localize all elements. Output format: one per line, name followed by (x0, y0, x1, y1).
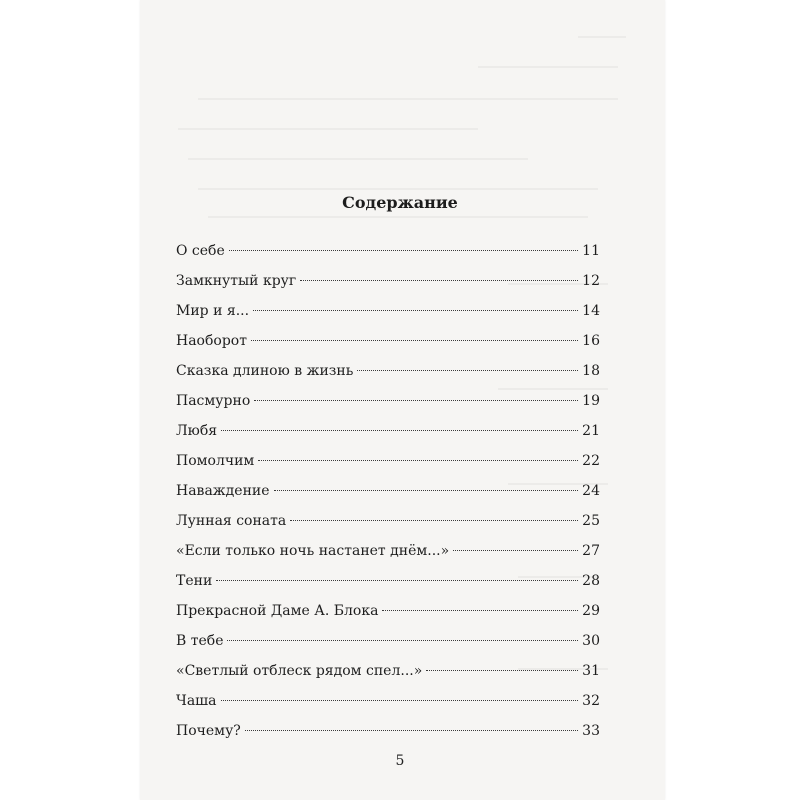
dot-leader (426, 670, 578, 671)
toc-entry-page: 21 (582, 423, 600, 439)
toc-entry-title: Прекрасной Даме А. Блока (176, 603, 379, 619)
toc-entry (176, 386, 600, 416)
toc-entry-title: В тебе (176, 633, 224, 649)
dot-leader (290, 520, 578, 521)
toc-entry (176, 326, 600, 356)
toc-entry-page: 31 (582, 663, 600, 679)
toc-entry-page: 14 (582, 303, 600, 319)
toc-entry (176, 566, 600, 596)
dot-leader (229, 250, 578, 251)
dot-leader (254, 400, 578, 401)
toc-entry-title: Наоборот (176, 333, 247, 349)
toc-entry (176, 536, 600, 566)
page-title: Содержание (342, 193, 458, 212)
toc-entry-page: 30 (582, 633, 600, 649)
toc-entry (176, 416, 600, 446)
toc-entry-page: 18 (582, 363, 600, 379)
table-of-contents (176, 236, 600, 746)
toc-entry-title: Сказка длиною в жизнь (176, 363, 354, 379)
toc-entry (176, 716, 600, 746)
toc-entry-page: 24 (582, 483, 600, 499)
toc-entry (176, 656, 600, 686)
dot-leader (251, 340, 578, 341)
dot-leader (453, 550, 578, 551)
dot-leader (216, 580, 578, 581)
toc-entry-title: «Светлый отблеск рядом спел...» (176, 663, 423, 679)
toc-entry-title: Наваждение (176, 483, 270, 499)
dot-leader (300, 280, 578, 281)
dot-leader (221, 430, 578, 431)
dot-leader (274, 490, 578, 491)
toc-entry (176, 446, 600, 476)
toc-entry-title: Любя (176, 423, 218, 439)
dot-leader (227, 640, 578, 641)
toc-entry (176, 626, 600, 656)
dot-leader (253, 310, 578, 311)
toc-entry-page: 19 (582, 393, 600, 409)
toc-entry-page: 12 (582, 273, 600, 289)
toc-entry-page: 25 (582, 513, 600, 529)
toc-entry-page: 29 (582, 603, 600, 619)
toc-entry-title: Мир и я... (176, 303, 250, 319)
toc-entry-title: Замкнутый круг (176, 273, 297, 289)
toc-entry (176, 506, 600, 536)
toc-entry (176, 686, 600, 716)
toc-entry-title: О себе (176, 243, 225, 259)
dot-leader (221, 700, 578, 701)
toc-entry-title: «Если только ночь настанет днём...» (176, 543, 450, 559)
toc-entry (176, 476, 600, 506)
toc-entry-page: 32 (582, 693, 600, 709)
toc-entry-title: Почему? (176, 723, 241, 739)
toc-entry (176, 296, 600, 326)
toc-entry-page: 16 (582, 333, 600, 349)
dot-leader (382, 610, 578, 611)
dot-leader (245, 730, 578, 731)
toc-entry (176, 236, 600, 266)
toc-entry-title: Тени (176, 573, 213, 589)
dot-leader (258, 460, 578, 461)
toc-entry-page: 28 (582, 573, 600, 589)
toc-entry-page: 33 (582, 723, 600, 739)
toc-entry-title: Чаша (176, 693, 217, 709)
toc-entry-title: Пасмурно (176, 393, 251, 409)
dot-leader (357, 370, 578, 371)
toc-entry-title: Помолчим (176, 453, 255, 469)
toc-entry (176, 266, 600, 296)
toc-entry-page: 11 (582, 243, 600, 259)
toc-entry (176, 596, 600, 626)
toc-entry (176, 356, 600, 386)
page-number: 5 (395, 753, 405, 769)
toc-entry-page: 22 (582, 453, 600, 469)
toc-entry-title: Лунная соната (176, 513, 287, 529)
toc-entry-page: 27 (582, 543, 600, 559)
